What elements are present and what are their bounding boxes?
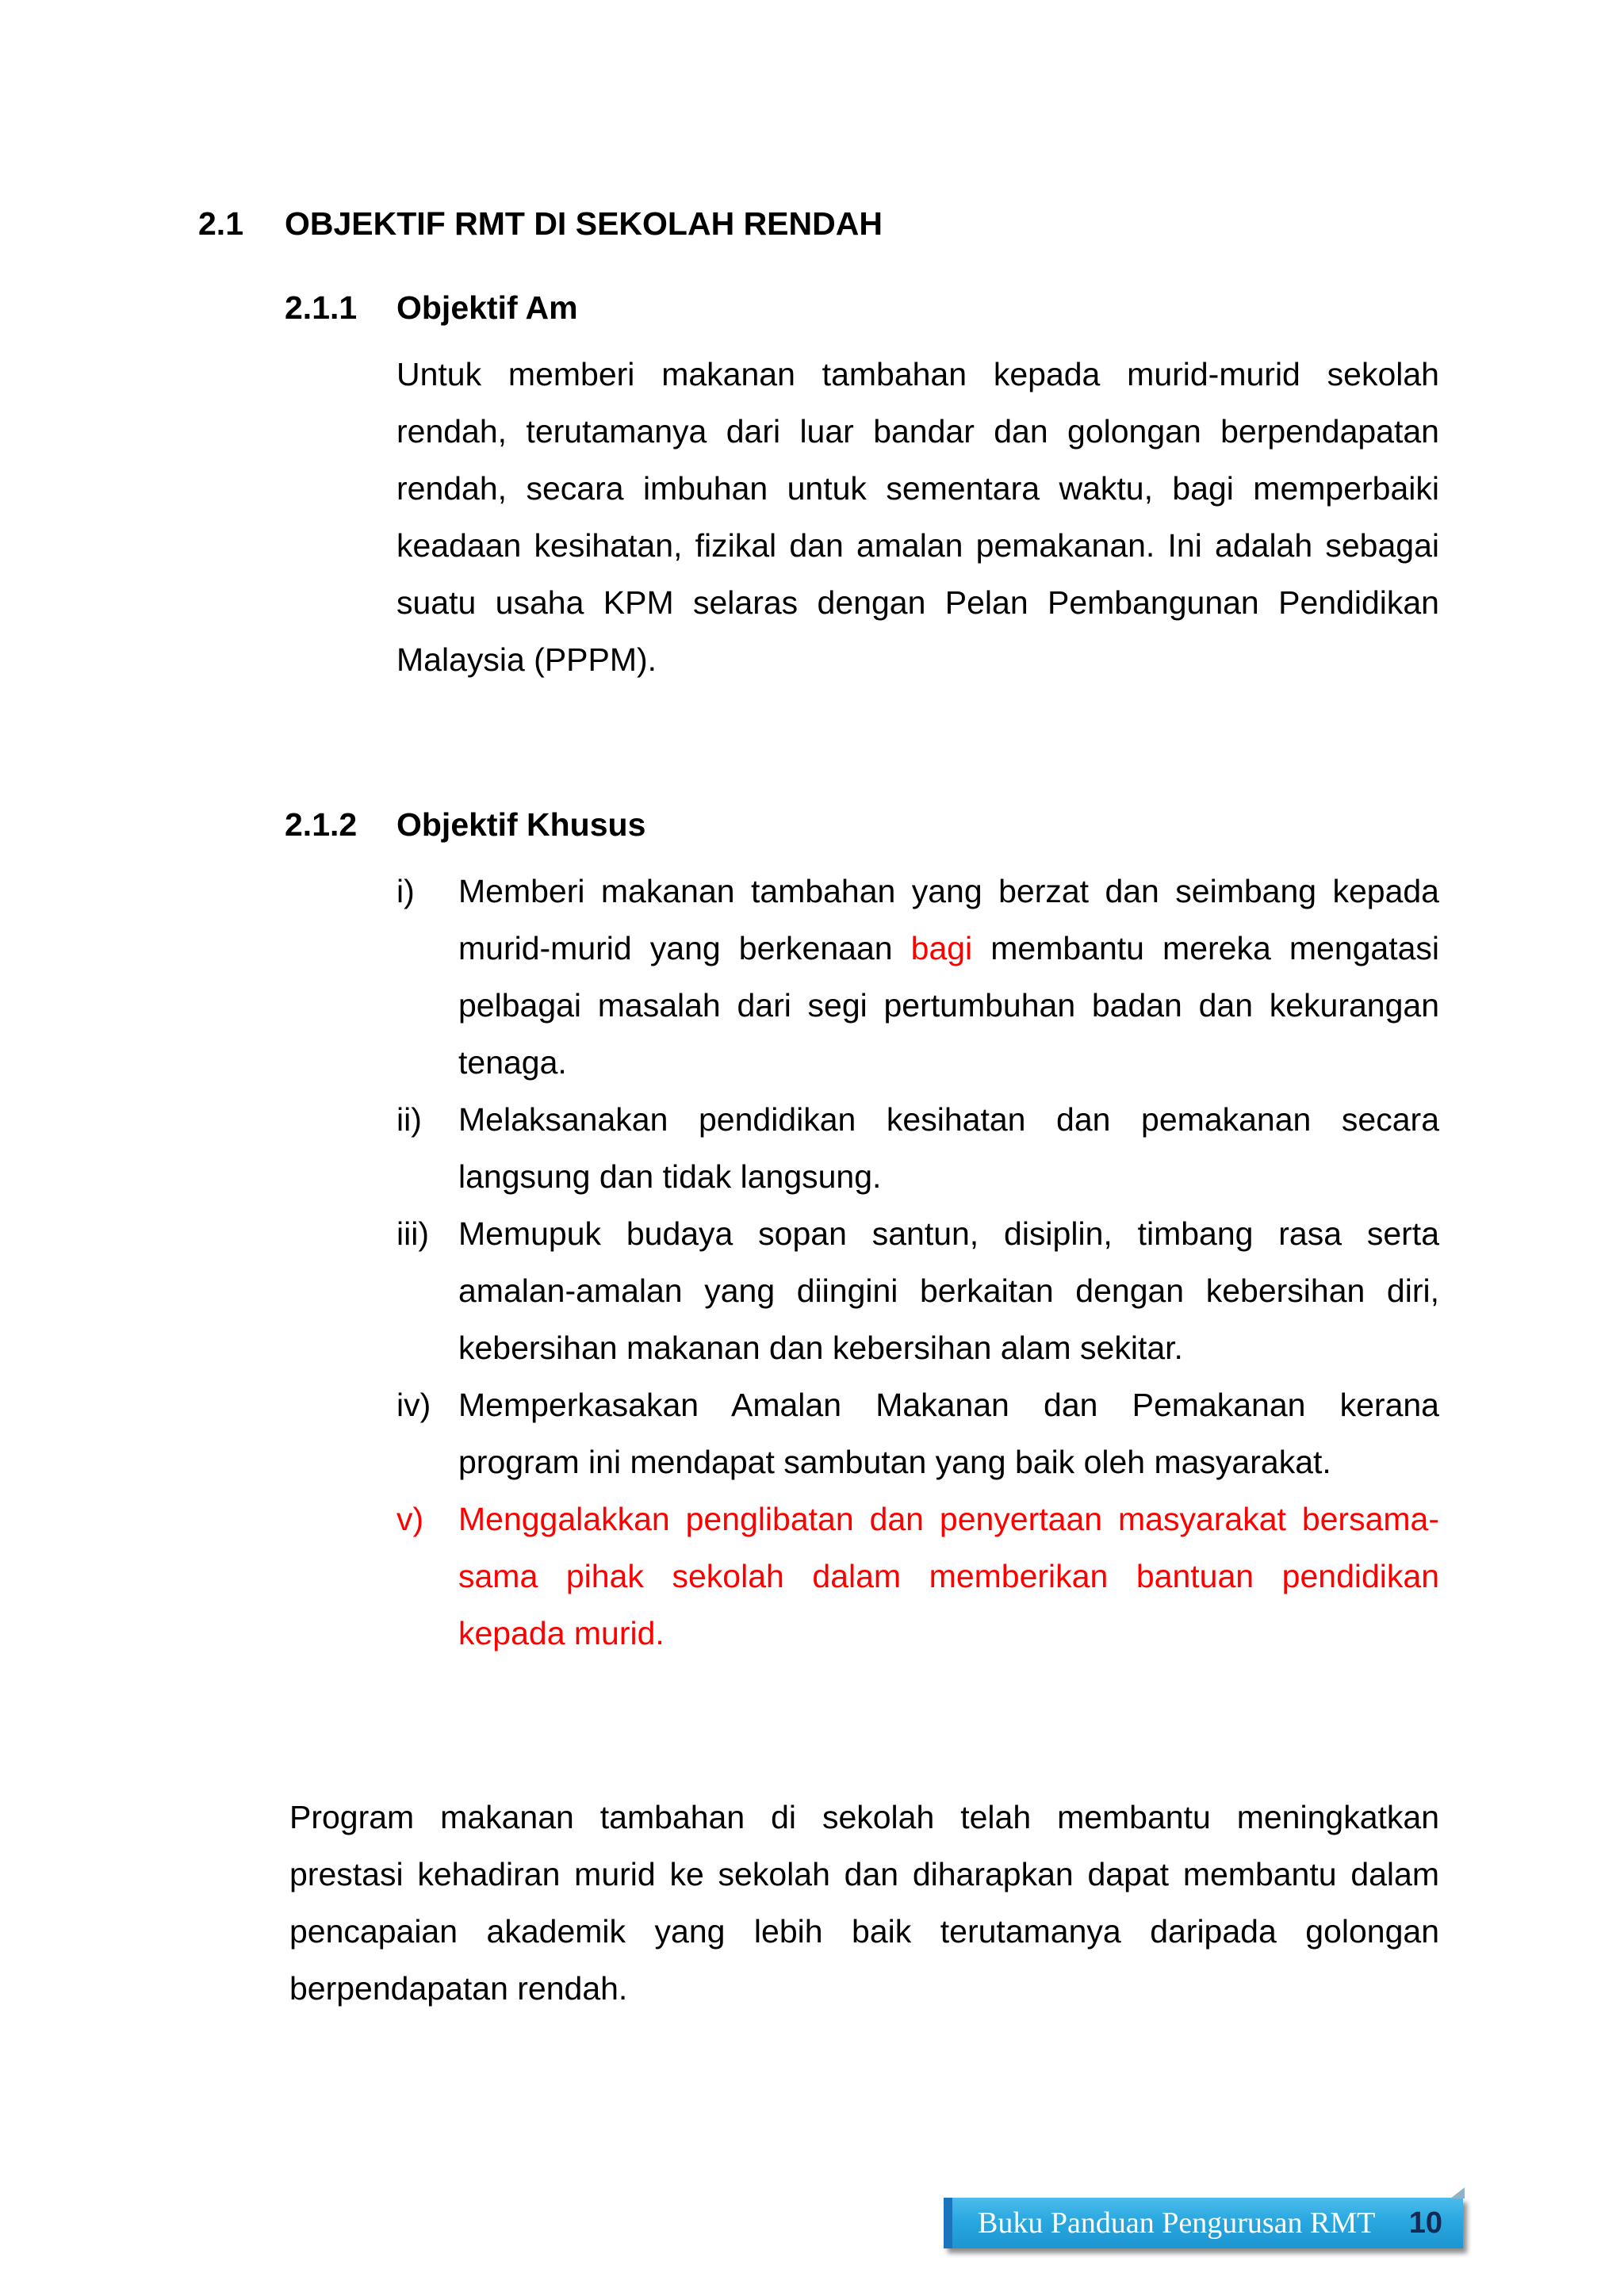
list-item-marker: iii) [396,1215,429,1252]
page-content [198,195,1439,2017]
subsection-number: 2.1.1 [285,289,358,326]
list-item [396,1091,1439,1205]
list-item-text-before: Memperkasakan Amalan Makanan dan Pemakanan kerana program ini mendapat sambutan yang baik oleh masyarakat. [458,1387,1439,1480]
list-item-text [458,863,1439,1091]
list-item-text [458,1376,1439,1490]
section-heading [198,195,1439,252]
objektif-am-paragraph: Untuk memberi makanan tambahan kepada murid-murid sekolah rendah, terutamanya dari luar bandar dan golongan berpendapatan rendah, secara imbuhan untuk sementara waktu, bagi memperbaiki keadaan kesihatan, fizikal dan amalan pemakanan. Ini adalah sebagai suatu usaha KPM selaras dengan Pelan Pembangunan Pendidikan Malaysia (PPPM). [396,356,1439,678]
list-item-text [458,1205,1439,1376]
objektif-khusus-list [396,863,1439,1662]
footer-banner [944,2198,1463,2248]
list-item [396,1490,1439,1662]
closing-paragraph: Program makanan tambahan di sekolah telah membantu meningkatkan prestasi kehadiran murid ke sekolah dan diharapkan dapat membantu dalam pencapaian akademik yang lebih baik terutamanya daripada golongan berpendapatan rendah. [289,1799,1439,2007]
footer-title: Buku Panduan Pengurusan RMT [978,2206,1376,2240]
page-number: 10 [1408,2206,1442,2240]
list-item-text-after: membantu mereka mengatasi pelbagai masalah dari segi pertumbuhan badan dan kekurangan tenaga. [458,930,1440,1081]
subsection-title: Objektif Am [396,289,578,326]
section-number: 2.1 [198,205,243,242]
list-item-text-before: Memupuk budaya sopan santun, disiplin, timbang rasa serta amalan-amalan yang diingini berkaitan dengan kebersihan diri, kebersihan makanan dan kebersihan alam sekitar. [458,1215,1439,1366]
list-item [396,863,1439,1091]
list-item-text [458,1490,1439,1662]
footer-accent-bar [944,2198,952,2248]
list-item-text [458,1091,1439,1205]
list-item-marker: v) [396,1501,424,1537]
list-item [396,1205,1439,1376]
section-title: OBJEKTIF RMT DI SEKOLAH RENDAH [285,205,883,242]
subsection-number: 2.1.2 [285,806,358,843]
list-item-marker: ii) [396,1101,422,1138]
list-item-text-before: Melaksanakan pendidikan kesihatan dan pemakanan secara langsung dan tidak langsung. [458,1101,1439,1195]
list-item-highlight: bagi [910,930,973,966]
subsection-heading-objektif-am [285,279,1439,336]
list-item [396,1376,1439,1490]
subsection-heading-objektif-khusus [285,796,1439,853]
list-item-marker: i) [396,873,415,909]
list-item-text-before: Menggalakkan penglibatan dan penyertaan masyarakat bersama-sama pihak sekolah dalam memberikan bantuan pendidikan kepada murid. [458,1501,1439,1651]
list-item-text-before: Memberi makanan tambahan yang berzat dan seimbang kepada murid-murid yang berkenaan [458,873,1439,966]
list-item-marker: iv) [396,1387,431,1423]
corner-fold-decoration [1450,2187,1465,2198]
subsection-title: Objektif Khusus [396,806,646,843]
